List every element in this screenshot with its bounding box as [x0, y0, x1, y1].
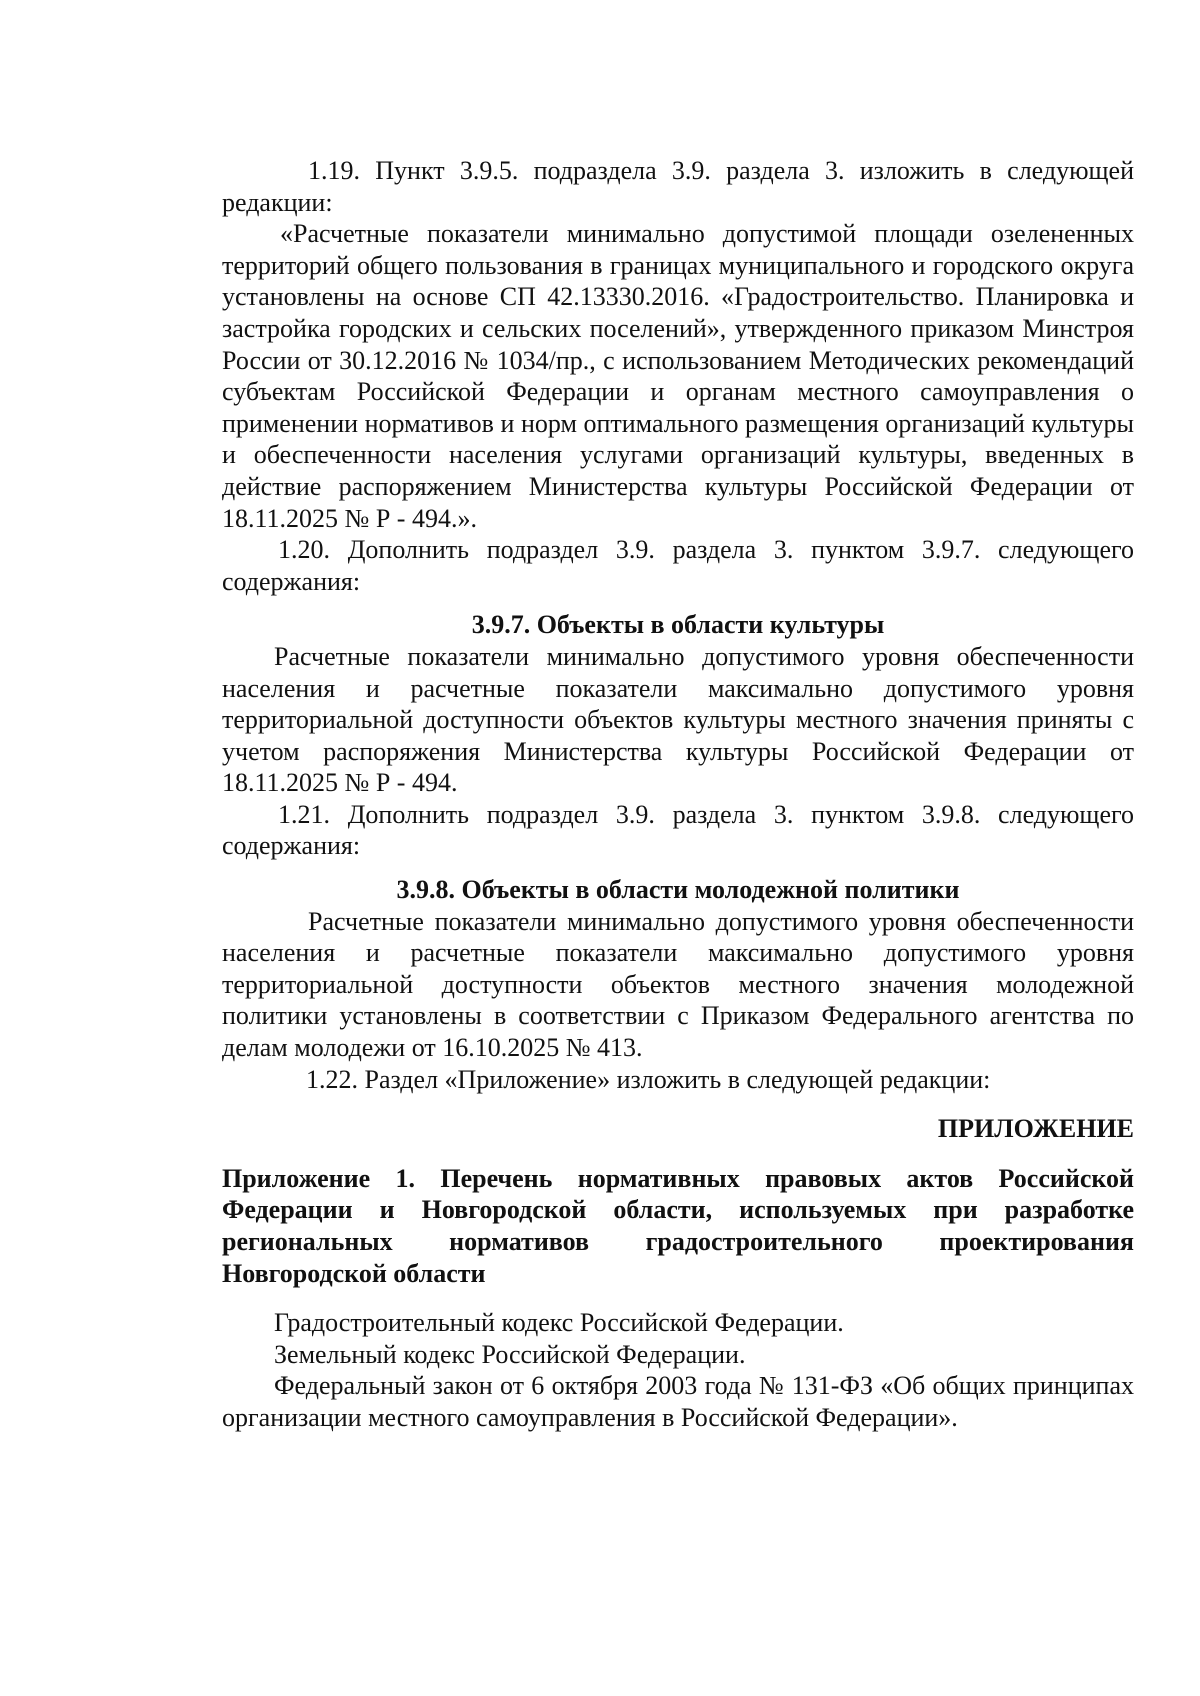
paragraph-1-19: 1.19. Пункт 3.9.5. подраздела 3.9. раздела 3. изложить в следующей редакции: — [222, 156, 1134, 217]
spacer — [222, 1289, 1134, 1307]
list-item-federal-law-131: Федеральный закон от 6 октября 2003 года № 131-ФЗ «Об общих принципах организации местного самоуправления в Российской Федерации». — [222, 1371, 1134, 1432]
list-item-land-code: Земельный кодекс Российской Федерации. — [274, 1339, 746, 1369]
spacer — [222, 862, 1134, 874]
heading-3-9-7: 3.9.7. Объекты в области культуры — [471, 610, 885, 640]
spacer — [222, 1095, 1134, 1113]
paragraph-1-20: 1.20. Дополнить подраздел 3.9. раздела 3. пунктом 3.9.7. следующего содержания: — [222, 535, 1134, 596]
spacer — [222, 1145, 1134, 1163]
paragraph-3-9-8: Расчетные показатели минимально допустимого уровня обеспеченности населения и расчетные показатели максимально допустимого уровня территориальной доступности объектов местного значения молодежной политики установлены в соответствии с Приказом Федерального агентства по делам молодежи от 16.10.2025 № 413. — [222, 906, 1134, 1063]
appendix-title: ПРИЛОЖЕНИЕ — [937, 1114, 1134, 1144]
document-page — [222, 155, 1134, 1434]
appendix-1-heading: Приложение 1. Перечень нормативных правовых актов Российской Федерации и Новгородской области, используемых при разработке региональных нормативов градостроительного проектирования Новгородской области — [222, 1163, 1134, 1288]
list-item-urban-code: Градостроительный кодекс Российской Федерации. — [274, 1308, 844, 1338]
paragraph-quote-3-9-5: «Расчетные показатели минимально допустимой площади озелененных территорий общего пользования в границах муниципального и городского округа установлены на основе СП 42.13330.2016. «Градостроительство. Планировка и застройка городских и сельских поселений», утвержденного приказом Минстроя России от 30.12.2016 № 1034/пр., с использованием Методических рекомендаций субъектам Российской Федерации и органам местного самоуправления о применении нормативов и норм оптимального размещения организаций культуры и обеспеченности населения услугами организаций культуры, введенных в действие распоряжением Министерства культуры Российской Федерации от 18.11.2025 № Р - 494.». — [222, 219, 1134, 533]
paragraph-1-21: 1.21. Дополнить подраздел 3.9. раздела 3. пунктом 3.9.8. следующего содержания: — [222, 799, 1134, 861]
paragraph-1-22: 1.22. Раздел «Приложение» изложить в следующей редакции: — [306, 1064, 991, 1094]
heading-3-9-8: 3.9.8. Объекты в области молодежной политики — [396, 875, 960, 905]
spacer — [222, 597, 1134, 609]
paragraph-3-9-7: Расчетные показатели минимально допустимого уровня обеспеченности населения и расчетные показатели максимально допустимого уровня территориальной доступности объектов культуры местного значения приняты с учетом распоряжения Министерства культуры Российской Федерации от 18.11.2025 № Р - 494. — [222, 641, 1134, 798]
